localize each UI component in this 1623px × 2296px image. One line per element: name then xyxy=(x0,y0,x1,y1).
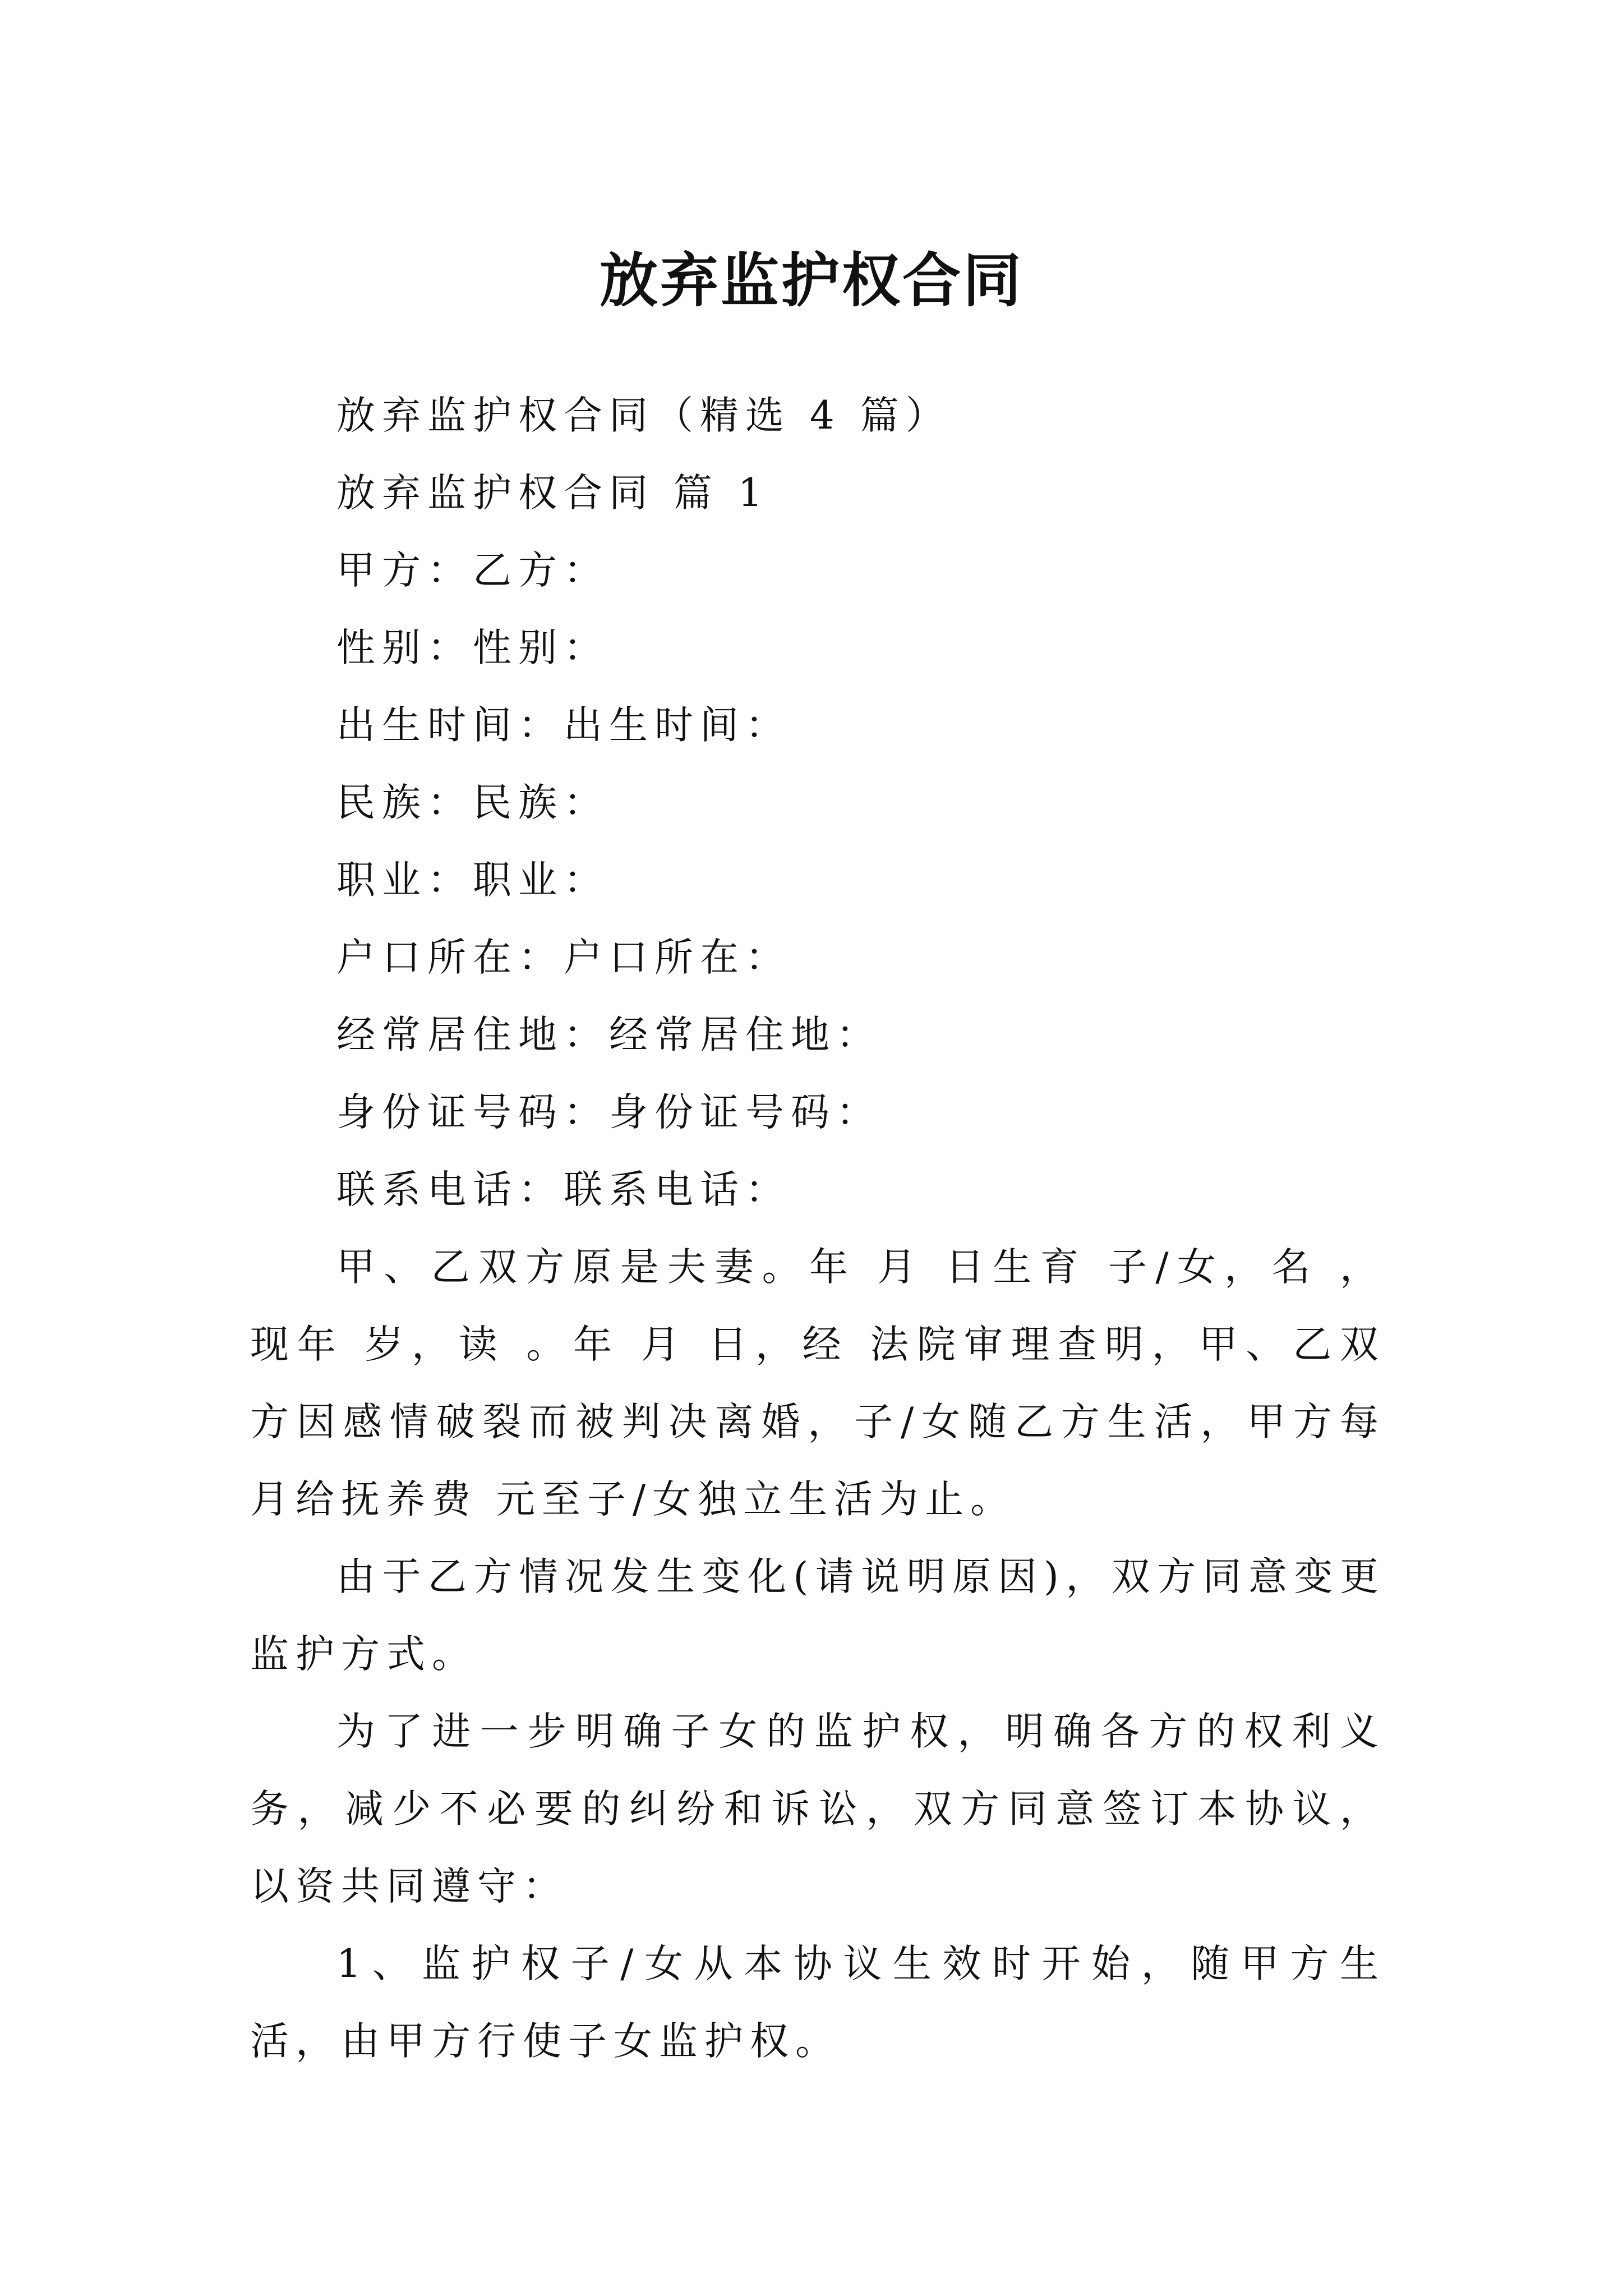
paragraph-change-reason: 由于乙方情况发生变化(请说明原因)，双方同意变更监护方式。 xyxy=(250,1554,1385,1677)
paragraph-clause-1: 1、监护权子/女从本协议生效时开始，随甲方生活，由甲方行使子女监护权。 xyxy=(250,1941,1385,2064)
paragraph-background: 甲、乙双方原是夫妻。年 月 日生育 子/女，名 ，现年 岁，读 。年 月 日，经 法院审理查明，甲、乙双方因感情破裂而被判决离婚，子/女随乙方生活，甲方每月给抚养费 元至子/女独立生活为止。 xyxy=(250,1245,1385,1522)
field-occupation: 职业：职业： xyxy=(336,858,609,903)
field-id-number: 身份证号码：身份证号码： xyxy=(336,1090,882,1135)
document-title: 放弃监护权合同 xyxy=(599,245,1023,315)
field-birth-time: 出生时间：出生时间： xyxy=(336,703,791,748)
document-subtitle: 放弃监护权合同（精选 4 篇） xyxy=(336,393,951,438)
section-heading: 放弃监护权合同 篇 1 xyxy=(336,471,769,516)
field-gender: 性别：性别： xyxy=(336,625,609,670)
field-ethnicity: 民族：民族： xyxy=(336,780,609,825)
paragraph-purpose: 为了进一步明确子女的监护权，明确各方的权利义务，减少不必要的纠纷和诉讼，双方同意签订本协议，以资共同遵守： xyxy=(250,1709,1385,1909)
document-body xyxy=(250,377,1385,2080)
field-phone: 联系电话：联系电话： xyxy=(336,1167,791,1212)
field-residence: 经常居住地：经常居住地： xyxy=(336,1013,882,1057)
field-party: 甲方：乙方： xyxy=(336,548,609,593)
field-household-registration: 户口所在：户口所在： xyxy=(336,935,791,980)
